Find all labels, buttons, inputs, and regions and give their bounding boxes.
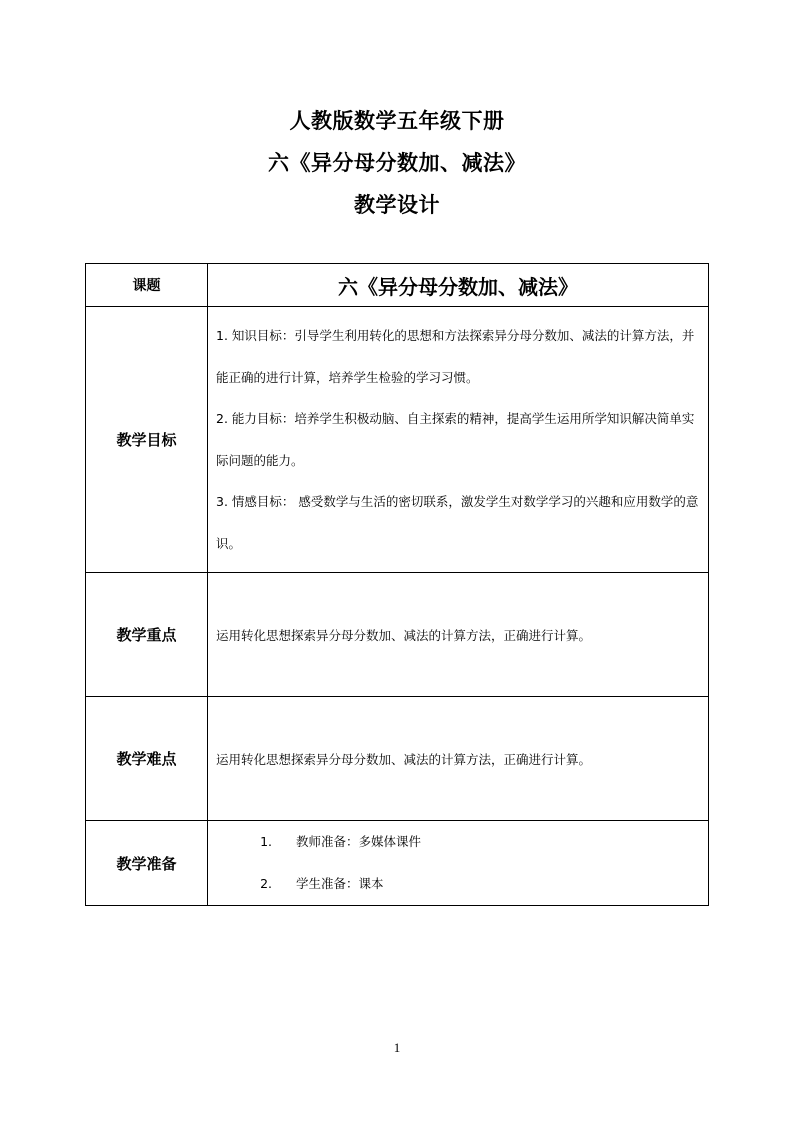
document-title [0, 100, 794, 226]
goal-item-knowledge: 1. 知识目标：引导学生利用转化的思想和方法探索异分母分数加、减法的计算方法，并能正确的进行计算，培养学生检验的学习习惯。 [216, 328, 695, 385]
preparation-label: 教学准备 [86, 821, 208, 906]
title-line-3: 教学设计 [354, 193, 440, 217]
table-row-key-points [86, 573, 709, 697]
list-item-text: 教师准备：多媒体课件 [296, 834, 422, 849]
table-row-topic [86, 264, 709, 307]
lesson-plan-table [85, 263, 709, 906]
key-points-cell [208, 573, 709, 697]
preparation-list [208, 821, 708, 905]
list-item-number: 1. [260, 834, 272, 849]
topic-label: 课题 [86, 264, 208, 307]
key-points-label: 教学重点 [86, 573, 208, 697]
difficulties-cell [208, 697, 709, 821]
goals-cell [208, 307, 709, 573]
list-item [208, 821, 708, 863]
goal-item-emotion: 3. 情感目标： 感受数学与生活的密切联系，激发学生对数学学习的兴趣和应用数学的意识。 [216, 494, 699, 551]
goals-list [208, 307, 708, 572]
preparation-cell [208, 821, 709, 906]
page-number: 1 [393, 1040, 401, 1055]
difficulties-value: 运用转化思想探索异分母分数加、减法的计算方法，正确进行计算。 [216, 751, 592, 767]
table-row-preparation [86, 821, 709, 906]
goals-label: 教学目标 [86, 307, 208, 573]
table-row-difficulties [86, 697, 709, 821]
list-item-text: 学生准备：课本 [296, 876, 384, 891]
title-line-2: 六《异分母分数加、减法》 [268, 151, 526, 175]
topic-value: 六《异分母分数加、减法》 [208, 264, 709, 307]
title-line-1: 人教版数学五年级下册 [289, 109, 505, 133]
key-points-value: 运用转化思想探索异分母分数加、减法的计算方法，正确进行计算。 [216, 627, 592, 643]
list-item [208, 863, 708, 905]
table-row-goals [86, 307, 709, 573]
goal-item-ability: 2. 能力目标：培养学生积极动脑、自主探索的精神，提高学生运用所学知识解决简单实际问题的能力。 [216, 411, 695, 468]
list-item-number: 2. [260, 876, 272, 891]
difficulties-label: 教学难点 [86, 697, 208, 821]
